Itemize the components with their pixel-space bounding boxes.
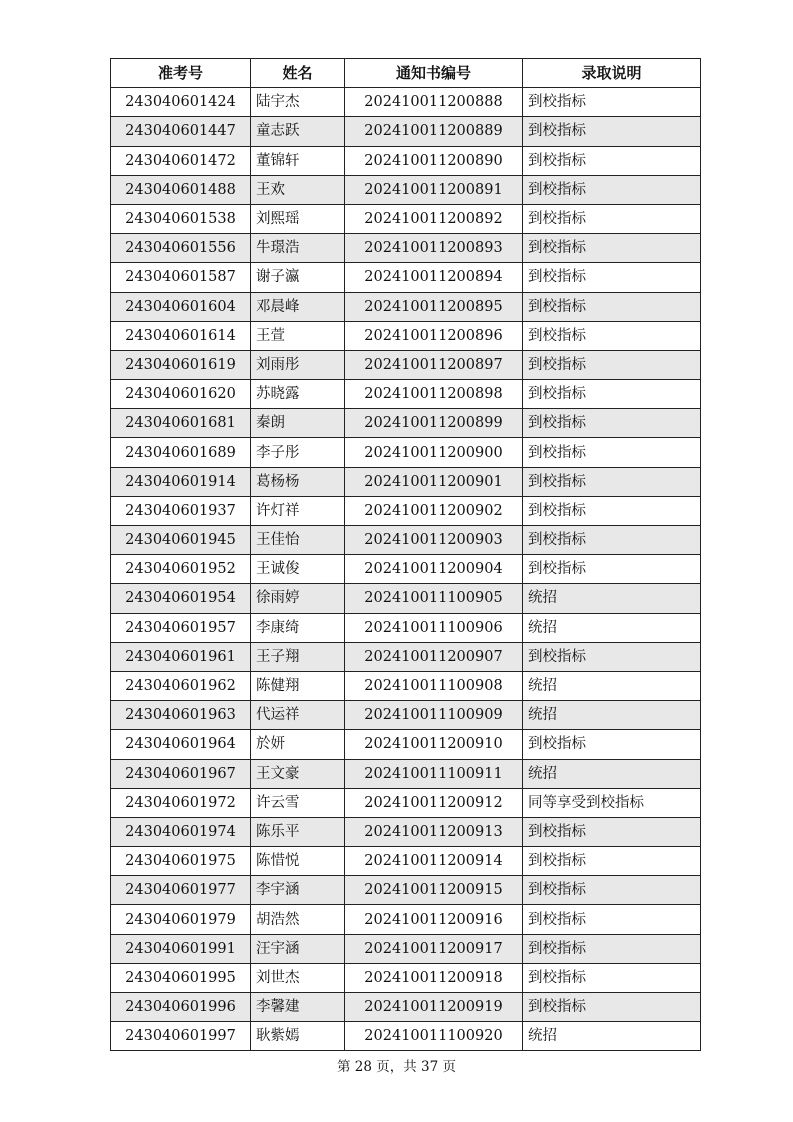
- cell-name: 董锦轩: [251, 146, 345, 175]
- cell-exam-number: 243040601914: [111, 467, 251, 496]
- table-row: [111, 817, 701, 846]
- table-row: [111, 584, 701, 613]
- cell-exam-number: 243040601604: [111, 292, 251, 321]
- cell-admission-note: 到校指标: [523, 905, 701, 934]
- cell-name: 李宇涵: [251, 876, 345, 905]
- cell-exam-number: 243040601977: [111, 876, 251, 905]
- cell-name: 汪宇涵: [251, 934, 345, 963]
- cell-notice-number: 202410011200919: [345, 993, 523, 1022]
- cell-exam-number: 243040601488: [111, 175, 251, 204]
- cell-admission-note: 到校指标: [523, 88, 701, 117]
- cell-notice-number: 202410011200898: [345, 380, 523, 409]
- cell-name: 王欢: [251, 175, 345, 204]
- cell-notice-number: 202410011100911: [345, 759, 523, 788]
- cell-admission-note: 统招: [523, 671, 701, 700]
- table-row: [111, 788, 701, 817]
- table-row: [111, 263, 701, 292]
- cell-admission-note: 到校指标: [523, 963, 701, 992]
- cell-notice-number: 202410011200917: [345, 934, 523, 963]
- cell-notice-number: 202410011200893: [345, 234, 523, 263]
- cell-admission-note: 到校指标: [523, 292, 701, 321]
- table-row: [111, 409, 701, 438]
- table-row: [111, 175, 701, 204]
- cell-admission-note: 到校指标: [523, 146, 701, 175]
- cell-admission-note: 到校指标: [523, 204, 701, 233]
- table-row: [111, 496, 701, 525]
- cell-admission-note: 到校指标: [523, 117, 701, 146]
- cell-exam-number: 243040601681: [111, 409, 251, 438]
- cell-exam-number: 243040601937: [111, 496, 251, 525]
- table-row: [111, 642, 701, 671]
- table-body: [111, 88, 701, 1051]
- cell-exam-number: 243040601962: [111, 671, 251, 700]
- cell-notice-number: 202410011200904: [345, 555, 523, 584]
- table-row: [111, 526, 701, 555]
- cell-admission-note: 到校指标: [523, 934, 701, 963]
- cell-name: 耿紫嫣: [251, 1022, 345, 1051]
- cell-admission-note: 统招: [523, 613, 701, 642]
- table-row: [111, 963, 701, 992]
- cell-admission-note: 到校指标: [523, 496, 701, 525]
- cell-notice-number: 202410011200900: [345, 438, 523, 467]
- cell-notice-number: 202410011200897: [345, 350, 523, 379]
- cell-exam-number: 243040601996: [111, 993, 251, 1022]
- cell-name: 苏晓露: [251, 380, 345, 409]
- cell-notice-number: 202410011200888: [345, 88, 523, 117]
- cell-exam-number: 243040601538: [111, 204, 251, 233]
- cell-admission-note: 到校指标: [523, 234, 701, 263]
- cell-exam-number: 243040601954: [111, 584, 251, 613]
- cell-name: 王诚俊: [251, 555, 345, 584]
- cell-exam-number: 243040601614: [111, 321, 251, 350]
- cell-admission-note: 同等享受到校指标: [523, 788, 701, 817]
- cell-notice-number: 202410011200918: [345, 963, 523, 992]
- cell-notice-number: 202410011200899: [345, 409, 523, 438]
- cell-admission-note: 到校指标: [523, 876, 701, 905]
- cell-notice-number: 202410011200895: [345, 292, 523, 321]
- cell-exam-number: 243040601995: [111, 963, 251, 992]
- cell-notice-number: 202410011100908: [345, 671, 523, 700]
- cell-admission-note: 到校指标: [523, 438, 701, 467]
- table-row: [111, 117, 701, 146]
- table-row: [111, 321, 701, 350]
- cell-name: 邓晨峰: [251, 292, 345, 321]
- table-row: [111, 292, 701, 321]
- table-row: [111, 847, 701, 876]
- cell-exam-number: 243040601587: [111, 263, 251, 292]
- table-row: [111, 701, 701, 730]
- cell-notice-number: 202410011200901: [345, 467, 523, 496]
- cell-exam-number: 243040601974: [111, 817, 251, 846]
- cell-admission-note: 统招: [523, 584, 701, 613]
- page-number-footer: 第 28 页，共 37 页: [336, 1059, 457, 1075]
- cell-exam-number: 243040601619: [111, 350, 251, 379]
- cell-notice-number: 202410011100909: [345, 701, 523, 730]
- cell-name: 代运祥: [251, 701, 345, 730]
- cell-exam-number: 243040601963: [111, 701, 251, 730]
- table-row: [111, 555, 701, 584]
- cell-admission-note: 到校指标: [523, 526, 701, 555]
- cell-notice-number: 202410011200890: [345, 146, 523, 175]
- table-row: [111, 613, 701, 642]
- cell-notice-number: 202410011200915: [345, 876, 523, 905]
- table-row: [111, 350, 701, 379]
- cell-exam-number: 243040601975: [111, 847, 251, 876]
- cell-admission-note: 统招: [523, 759, 701, 788]
- cell-name: 刘世杰: [251, 963, 345, 992]
- cell-admission-note: 统招: [523, 701, 701, 730]
- cell-exam-number: 243040601447: [111, 117, 251, 146]
- table-row: [111, 671, 701, 700]
- cell-exam-number: 243040601997: [111, 1022, 251, 1051]
- cell-admission-note: 到校指标: [523, 467, 701, 496]
- table-row: [111, 905, 701, 934]
- table-row: [111, 380, 701, 409]
- cell-notice-number: 202410011200907: [345, 642, 523, 671]
- cell-admission-note: 到校指标: [523, 175, 701, 204]
- table-row: [111, 1022, 701, 1051]
- cell-notice-number: 202410011200914: [345, 847, 523, 876]
- cell-notice-number: 202410011200889: [345, 117, 523, 146]
- cell-admission-note: 到校指标: [523, 817, 701, 846]
- cell-name: 许灯祥: [251, 496, 345, 525]
- cell-admission-note: 到校指标: [523, 730, 701, 759]
- cell-notice-number: 202410011200903: [345, 526, 523, 555]
- cell-exam-number: 243040601689: [111, 438, 251, 467]
- cell-notice-number: 202410011200913: [345, 817, 523, 846]
- cell-admission-note: 到校指标: [523, 409, 701, 438]
- cell-name: 童志跃: [251, 117, 345, 146]
- cell-exam-number: 243040601957: [111, 613, 251, 642]
- cell-admission-note: 到校指标: [523, 555, 701, 584]
- cell-name: 王萱: [251, 321, 345, 350]
- table-row: [111, 876, 701, 905]
- cell-notice-number: 202410011200912: [345, 788, 523, 817]
- table-header-row: [111, 59, 701, 88]
- cell-admission-note: 到校指标: [523, 263, 701, 292]
- cell-exam-number: 243040601952: [111, 555, 251, 584]
- cell-name: 刘雨彤: [251, 350, 345, 379]
- cell-notice-number: 202410011200896: [345, 321, 523, 350]
- cell-name: 陈健翔: [251, 671, 345, 700]
- cell-name: 胡浩然: [251, 905, 345, 934]
- table-row: [111, 234, 701, 263]
- table-row: [111, 730, 701, 759]
- cell-notice-number: 202410011100920: [345, 1022, 523, 1051]
- cell-name: 陆宇杰: [251, 88, 345, 117]
- header-notice-number: 通知书编号: [345, 59, 523, 88]
- cell-name: 王佳怡: [251, 526, 345, 555]
- cell-notice-number: 202410011200892: [345, 204, 523, 233]
- cell-name: 许云雪: [251, 788, 345, 817]
- cell-name: 李子彤: [251, 438, 345, 467]
- table-row: [111, 934, 701, 963]
- cell-admission-note: 到校指标: [523, 847, 701, 876]
- cell-name: 於妍: [251, 730, 345, 759]
- cell-exam-number: 243040601472: [111, 146, 251, 175]
- table-row: [111, 204, 701, 233]
- cell-notice-number: 202410011200902: [345, 496, 523, 525]
- cell-exam-number: 243040601945: [111, 526, 251, 555]
- header-admission-note: 录取说明: [523, 59, 701, 88]
- cell-notice-number: 202410011100905: [345, 584, 523, 613]
- cell-exam-number: 243040601620: [111, 380, 251, 409]
- cell-name: 谢子瀛: [251, 263, 345, 292]
- cell-exam-number: 243040601964: [111, 730, 251, 759]
- cell-admission-note: 到校指标: [523, 321, 701, 350]
- table-row: [111, 759, 701, 788]
- cell-name: 李馨建: [251, 993, 345, 1022]
- cell-name: 秦朗: [251, 409, 345, 438]
- cell-name: 牛璟浩: [251, 234, 345, 263]
- table-row: [111, 438, 701, 467]
- cell-name: 徐雨婷: [251, 584, 345, 613]
- table-row: [111, 467, 701, 496]
- cell-notice-number: 202410011200910: [345, 730, 523, 759]
- cell-name: 王子翔: [251, 642, 345, 671]
- cell-exam-number: 243040601961: [111, 642, 251, 671]
- cell-admission-note: 到校指标: [523, 380, 701, 409]
- cell-exam-number: 243040601972: [111, 788, 251, 817]
- cell-name: 刘熙瑶: [251, 204, 345, 233]
- cell-notice-number: 202410011200891: [345, 175, 523, 204]
- table-row: [111, 88, 701, 117]
- cell-notice-number: 202410011200894: [345, 263, 523, 292]
- table-row: [111, 146, 701, 175]
- cell-exam-number: 243040601967: [111, 759, 251, 788]
- cell-exam-number: 243040601991: [111, 934, 251, 963]
- cell-name: 王文豪: [251, 759, 345, 788]
- header-exam-number: 准考号: [111, 59, 251, 88]
- cell-admission-note: 到校指标: [523, 642, 701, 671]
- cell-notice-number: 202410011200916: [345, 905, 523, 934]
- cell-name: 陈乐平: [251, 817, 345, 846]
- cell-name: 陈惜悦: [251, 847, 345, 876]
- cell-admission-note: 统招: [523, 1022, 701, 1051]
- cell-name: 葛杨杨: [251, 467, 345, 496]
- cell-exam-number: 243040601556: [111, 234, 251, 263]
- cell-admission-note: 到校指标: [523, 993, 701, 1022]
- cell-exam-number: 243040601979: [111, 905, 251, 934]
- cell-admission-note: 到校指标: [523, 350, 701, 379]
- table-row: [111, 993, 701, 1022]
- cell-notice-number: 202410011100906: [345, 613, 523, 642]
- header-name: 姓名: [251, 59, 345, 88]
- admission-table: [110, 58, 701, 1051]
- cell-exam-number: 243040601424: [111, 88, 251, 117]
- cell-name: 李康绮: [251, 613, 345, 642]
